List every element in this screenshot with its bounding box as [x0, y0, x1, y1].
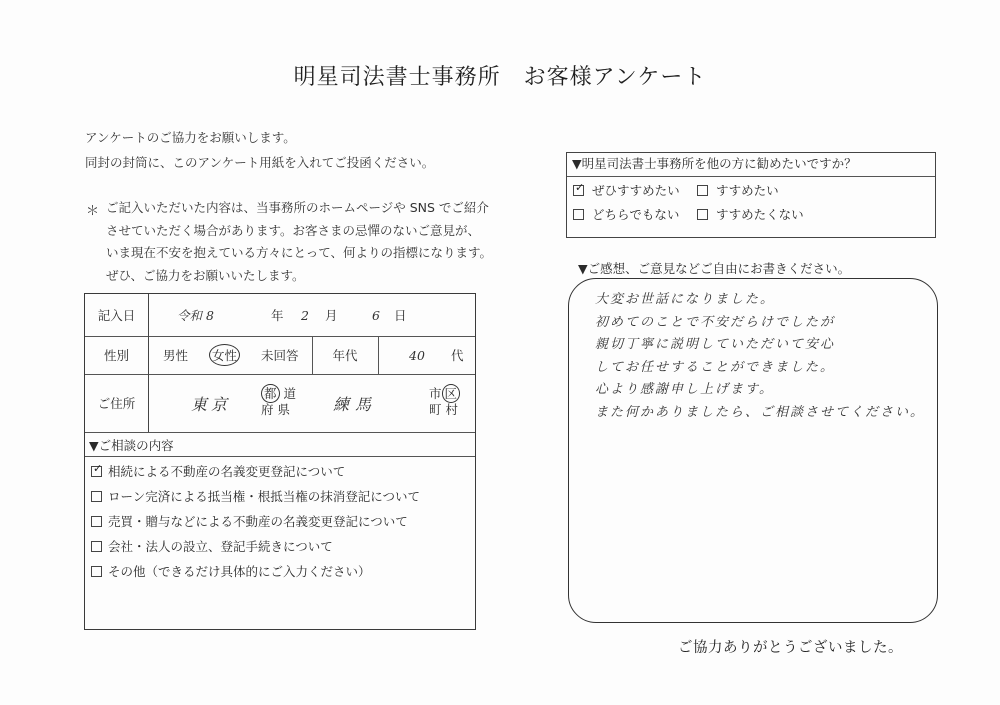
consult-option-label: 会社・法人の設立、登記手続きについて	[108, 539, 333, 554]
comments-text	[595, 289, 925, 424]
consult-option[interactable]	[91, 487, 420, 505]
recommend-option-label: すすめたい	[716, 183, 779, 198]
recommend-option[interactable]	[573, 181, 680, 199]
recommend-option[interactable]	[573, 205, 679, 223]
consult-option[interactable]	[91, 462, 345, 480]
gender-option-no-answer[interactable]: 未回答	[261, 348, 299, 363]
age-field[interactable]: 40	[409, 347, 425, 363]
unit-ken[interactable]: 県	[277, 402, 291, 417]
divider	[378, 336, 379, 374]
consult-option[interactable]	[91, 562, 371, 580]
prefecture-unit-group	[261, 386, 296, 418]
age-label: 年代	[332, 348, 358, 363]
checkbox-icon[interactable]	[697, 209, 708, 220]
consult-header-row	[85, 432, 475, 457]
city-field[interactable]: 練馬	[333, 394, 378, 414]
note-line: ご記入いただいた内容は、当事務所のホームページや SNS でご紹介	[106, 200, 489, 215]
note-line: いま現在不安を抱えている方々にとって、何よりの指標になります。	[106, 245, 493, 260]
consult-option-label: 売買・贈与などによる不動産の名義変更登記について	[108, 514, 408, 529]
month-unit: 月	[325, 308, 338, 323]
address-label: ご住所	[85, 374, 149, 432]
gender-option-male[interactable]: 男性	[163, 348, 189, 363]
comment-line: また何かありましたら、ご相談させてください。	[595, 404, 926, 420]
consult-option-label: 相続による不動産の名義変更登記について	[108, 464, 346, 479]
recommend-option[interactable]	[697, 205, 804, 223]
consult-option[interactable]	[91, 512, 408, 530]
recommend-option[interactable]	[697, 181, 779, 199]
checkbox-checked-icon[interactable]	[91, 466, 102, 477]
recommend-option-label: どちらでもない	[592, 207, 680, 222]
recommend-question: ▼明星司法書士事務所を他の方に勧めたいですか？	[567, 153, 935, 177]
thank-you-message: ご協力ありがとうございました。	[678, 640, 903, 656]
unit-machi[interactable]: 町	[429, 402, 442, 417]
checkbox-icon[interactable]	[91, 541, 102, 552]
recommend-option-label: ぜひすすめたい	[592, 183, 680, 198]
unit-shi[interactable]: 市	[429, 386, 442, 401]
gender-label: 性別	[85, 336, 149, 374]
prefecture-field[interactable]: 東京	[191, 394, 232, 414]
date-era-field[interactable]: 令和 8	[177, 308, 214, 323]
checkbox-icon[interactable]	[573, 209, 584, 220]
consult-header: ▼ご相談の内容	[89, 438, 174, 453]
age-unit: 代	[451, 348, 464, 363]
comment-line: してお任せすることができました。	[595, 359, 836, 375]
checkbox-checked-icon[interactable]	[573, 185, 584, 196]
unit-to-selected[interactable]: 都	[261, 384, 280, 403]
comment-line: 初めてのことで不安だらけでしたが	[595, 314, 836, 330]
date-label: 記入日	[85, 294, 149, 336]
note-line: ぜひ、ご協力をお願いいたします。	[106, 267, 305, 283]
checkbox-icon[interactable]	[91, 491, 102, 502]
recommend-option-label: すすめたくない	[716, 207, 804, 222]
consult-option-label: ローン完済による抵当権・根抵当権の抹消登記について	[108, 489, 421, 504]
unit-do[interactable]: 道	[283, 386, 297, 401]
year-unit: 年	[271, 308, 284, 323]
month-field[interactable]: 2	[301, 307, 309, 323]
unit-mura[interactable]: 村	[445, 402, 459, 417]
checkbox-icon[interactable]	[91, 566, 102, 577]
recommend-question-box	[566, 152, 936, 238]
customer-info-form	[84, 293, 476, 630]
note-line: させていただく場合があります。お客さまの忌憚のないご意見が、	[106, 222, 481, 238]
city-unit-group	[429, 386, 460, 418]
day-field[interactable]: 6	[372, 307, 380, 323]
gender-age-row	[85, 336, 475, 375]
day-unit: 日	[394, 308, 407, 323]
comment-line: 大変お世話になりました。	[595, 292, 776, 307]
note-marker: ＊	[86, 204, 100, 219]
consult-option-label: その他（できるだけ具体的にご入力ください）	[108, 564, 371, 579]
comment-line: 心より感謝申し上げます。	[595, 382, 774, 397]
comments-header: ▼ご感想、ご意見などご自由にお書きください。	[578, 261, 851, 276]
consult-option[interactable]	[91, 537, 333, 555]
comments-textarea[interactable]	[568, 278, 938, 623]
intro-line-1: アンケートのご協力をお願いします。	[85, 130, 296, 145]
unit-ku-selected[interactable]: 区	[442, 384, 461, 403]
privacy-note	[106, 197, 496, 287]
unit-fu[interactable]: 府	[261, 402, 274, 417]
page-title: 明星司法書士事務所 お客様アンケート	[293, 65, 707, 90]
checkbox-icon[interactable]	[91, 516, 102, 527]
address-row	[85, 374, 475, 433]
date-row	[85, 294, 475, 337]
intro-line-2: 同封の封筒に、このアンケート用紙を入れてご投函ください。	[85, 155, 435, 170]
gender-option-female[interactable]: 女性	[209, 344, 240, 366]
comment-line: 親切丁寧に説明していただいて安心	[595, 337, 836, 352]
checkbox-icon[interactable]	[697, 185, 708, 196]
